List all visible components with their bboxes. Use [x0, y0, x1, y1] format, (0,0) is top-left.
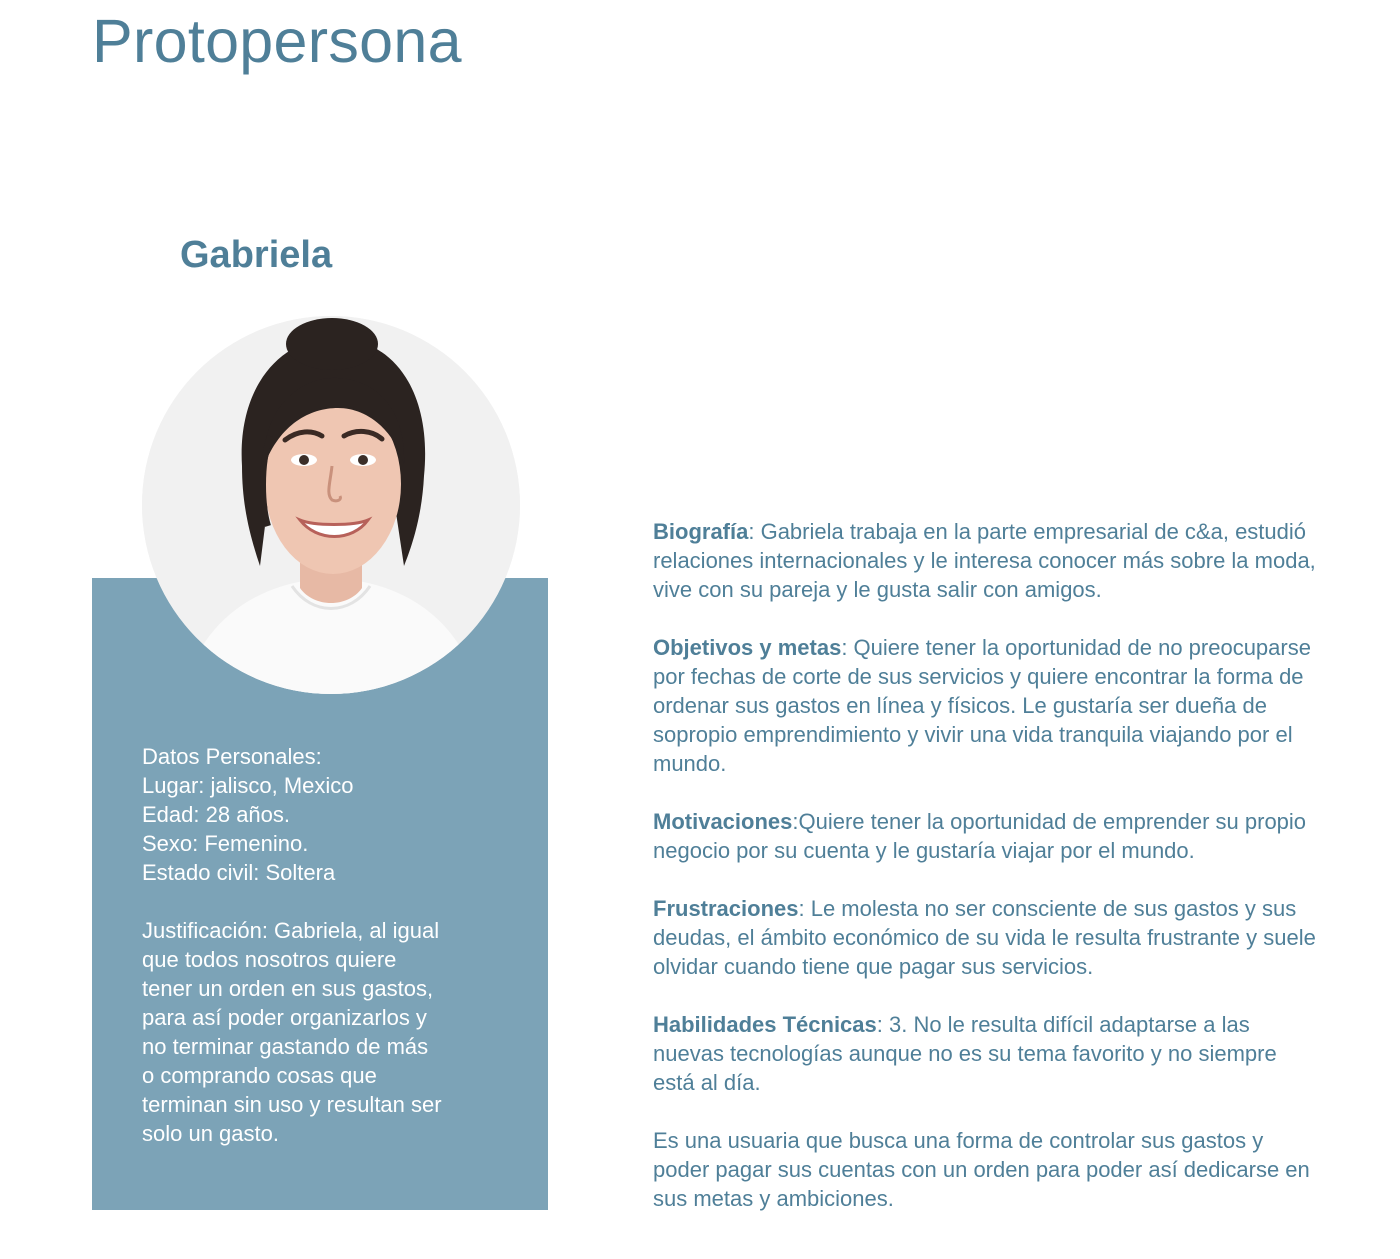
biography-text: : Gabriela trabaja en la parte empresarial de c&a, estudió relaciones internacionales y le interesa conocer más sobre la moda, vive con su pareja y le gusta salir con amigos. [653, 519, 1316, 602]
page-title: Protopersona [92, 7, 462, 75]
justification-text: Justificación: Gabriela, al igual que todos nosotros quiere tener un orden en sus gastos, para así poder organizarlos y no terminar gastando de más o comprando cosas que terminan sin uso y resultan ser solo un gasto. [142, 918, 442, 1146]
biography-label: Biografía [653, 519, 749, 544]
goals-section [653, 633, 1323, 778]
goals-text: : Quiere tener la oportunidad de no preocuparse por fechas de corte de sus servicios y quiere encontrar la forma de ordenar sus gastos en línea y físicos. Le gustaría ser dueña de sopropio emprendimiento y vivir una vida tranquila viajando por el mundo. [653, 635, 1311, 776]
personal-data-heading: Datos Personales: [142, 744, 322, 769]
motivations-section [653, 807, 1323, 865]
goals-label: Objetivos y metas [653, 635, 842, 660]
technical-skills-text: : 3. No le resulta difícil adaptarse a las nuevas tecnologías aunque no es su tema favorito y no siempre está al día. [653, 1012, 1277, 1095]
motivations-text: :Quiere tener la oportunidad de emprender su propio negocio por su cuenta y le gustaría viajar por el mundo. [653, 809, 1307, 863]
personal-data-civil-status: Estado civil: Soltera [142, 860, 336, 885]
persona-name: Gabriela [180, 234, 333, 276]
persona-photo [142, 316, 520, 694]
personal-data [142, 742, 462, 1148]
frustrations-label: Frustraciones [653, 896, 799, 921]
persona-details [653, 517, 1323, 1213]
summary-text: Es una usuaria que busca una forma de controlar sus gastos y poder pagar sus cuentas con un orden para poder así dedicarse en sus metas y ambiciones. [653, 1128, 1310, 1211]
technical-skills-section [653, 1010, 1323, 1097]
persona-photo-icon [142, 316, 520, 694]
personal-data-sex: Sexo: Femenino. [142, 831, 309, 856]
spacer [142, 887, 462, 916]
frustrations-text: : Le molesta no ser consciente de sus gastos y sus deudas, el ámbito económico de su vida le resulta frustrante y suele olvidar cuando tiene que pagar sus servicios. [653, 896, 1316, 979]
motivations-label: Motivaciones [653, 809, 793, 834]
biography-section [653, 517, 1323, 604]
frustrations-section [653, 894, 1323, 981]
technical-skills-label: Habilidades Técnicas [653, 1012, 877, 1037]
personal-data-age: Edad: 28 años. [142, 802, 291, 827]
personal-data-place: Lugar: jalisco, Mexico [142, 773, 354, 798]
